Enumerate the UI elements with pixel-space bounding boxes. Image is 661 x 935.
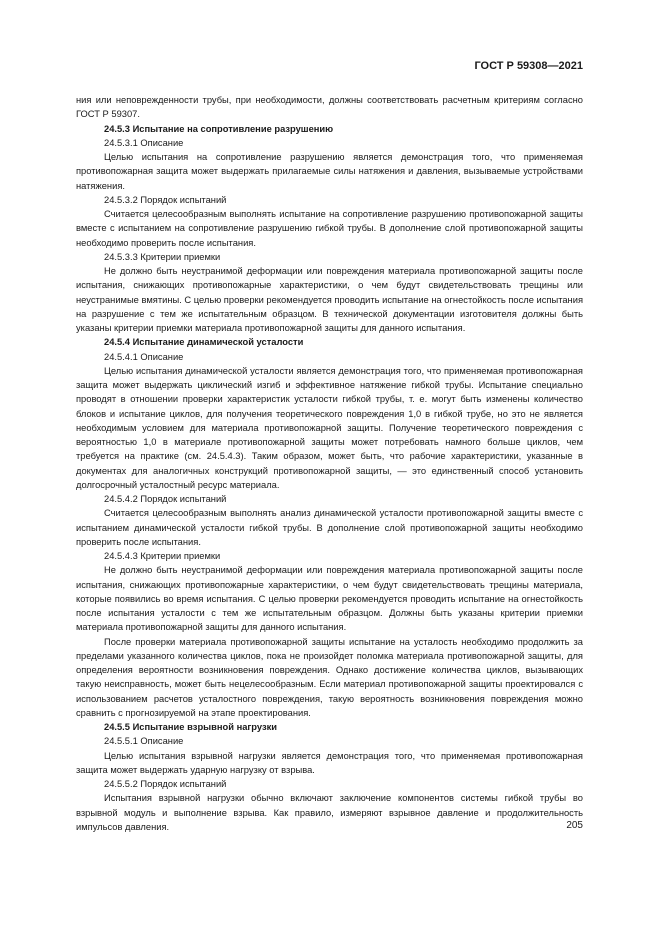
- paragraph: Считается целесообразным выполнять анализ динамической усталости противопожарной защиты вместе с испытанием динамической усталости гибкой трубы. В дополнение слой противопожарной защиты необходимо проверить после испытания.: [76, 508, 583, 547]
- paragraph: Не должно быть неустранимой деформации или повреждения материала противопожарной защиты после испытания, снижающих противопожарные характеристики, о чем будут свидетельствовать трещины материала, которые появились во время испытания. С целью проверки рекомендуется проводить испытание на огнестойкость после испытания усталости с тем же испытательным образцом. Должны быть указаны критерии приемки материала противопожарной защиты для данного испытания.: [76, 565, 583, 633]
- paragraph: Целью испытания динамической усталости является демонстрация того, что применяемая противопожарная защита может выдержать циклический изгиб и эффективное натяжение гибкой трубы. Испытание специально проводят в отношении проверки характеристик усталости гибкой трубы, т. е. могут быть изменены количество блоков и испытание циклов, для получения теоретического повреждения 1,0 в гибкой трубе, но это не является необходимым условием для материала противопожарной защиты. Получение теоретического повреждения с вероятностью 1,0 в материале противопожарной защиты может потребовать намного больше циклов, чем требуется на практике (см. 24.5.4.3). Таким образом, может быть, что рабочие характеристики, указанные в документах для аналогичных конструкций противопожарной защиты, — это единственный способ установить долгосрочный усталостный ресурс материала.: [76, 365, 583, 490]
- subsection-24-5-3-2: 24.5.3.2 Порядок испытаний: [104, 194, 227, 205]
- section-heading-24-5-4: 24.5.4 Испытание динамической усталости: [104, 337, 304, 348]
- paragraph: Целью испытания на сопротивление разрушению является демонстрация того, что применяемая противопожарная защита может выдержать прилагаемые силы натяжения и давления, вызываемые устройствами натяжения.: [76, 152, 583, 191]
- subsection-24-5-5-1: 24.5.5.1 Описание: [104, 736, 184, 747]
- section-heading-24-5-5: 24.5.5 Испытание взрывной нагрузки: [104, 722, 278, 732]
- paragraph: Не должно быть неустранимой деформации или повреждения материала противопожарной защиты после испытания, снижающих противопожарные характеристики, о чем будут свидетельствовать трещины или неустранимые вмятины. С целью проверки рекомендуется проводить испытание на огнестойкость после испытания на разрушение с тем же испытательным образцом. В технической документации изготовителя должны быть указаны критерии приемки материала противопожарной защиты для данного испытания.: [76, 266, 583, 333]
- paragraph-continuation: ния или неповрежденности трубы, при необходимости, должны соответствовать расчетным критериям согласно ГОСТ Р 59307.: [76, 95, 583, 120]
- paragraph: Испытания взрывной нагрузки обычно включают заключение компонентов системы гибкой трубы во взрывной модуль и выполнение взрыва. Как правило, измеряют взрывное давление и продолжительность импульсов давления.: [76, 793, 583, 832]
- section-heading-24-5-3: 24.5.3 Испытание на сопротивление разрушению: [104, 123, 334, 134]
- document-standard-header: ГОСТ Р 59308—2021: [474, 60, 583, 72]
- subsection-24-5-4-1: 24.5.4.1 Описание: [104, 351, 184, 362]
- subsection-24-5-4-3: 24.5.4.3 Критерии приемки: [104, 551, 221, 561]
- subsection-24-5-5-2: 24.5.5.2 Порядок испытаний: [104, 779, 227, 789]
- paragraph: После проверки материала противопожарной защиты испытание на усталость необходимо продолжить за пределами указанного количества циклов, пока не произойдет поломка материала противопожарной защиты, для определения вероятности возникновения повреждения. Однако достижение количества циклов, вызывающих такую неисправность, может быть нецелесообразным. Если материал противопожарной защиты проектировался с использованием расчетов усталостного повреждения, такую вероятность возникновения повреждения можно сравнить с прогнозируемой на этапе проектирования.: [76, 636, 583, 718]
- paragraph: Целью испытания взрывной нагрузки является демонстрация того, что применяемая противопожарная защита может выдержать ударную нагрузку от взрыва.: [76, 750, 583, 775]
- subsection-24-5-4-2: 24.5.4.2 Порядок испытаний: [104, 494, 227, 504]
- page-body: [76, 93, 583, 834]
- paragraph: Считается целесообразным выполнять испытание на сопротивление разрушению противопожарной защиты вместе с испытанием на сопротивление разрушению гибкой трубы. В дополнение слой противопожарной защиты необходимо проверить после испытания.: [76, 209, 583, 248]
- subsection-24-5-3-1: 24.5.3.1 Описание: [104, 137, 184, 148]
- page-number: 205: [566, 820, 583, 831]
- subsection-24-5-3-3: 24.5.3.3 Критерии приемки: [104, 251, 221, 262]
